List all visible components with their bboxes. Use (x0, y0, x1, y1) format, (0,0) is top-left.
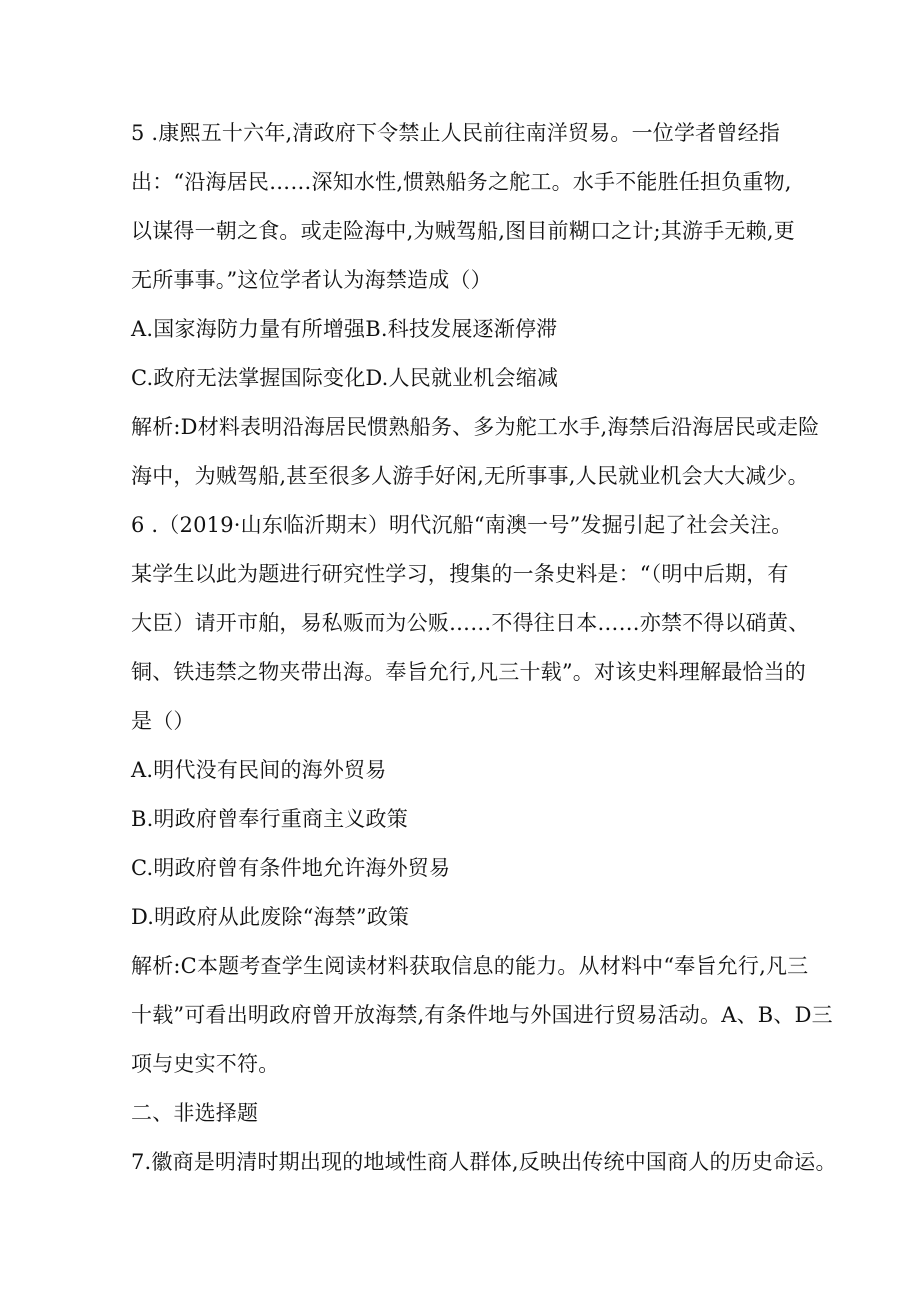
q6-analysis-line-3: 项与史实不符。 (131, 1052, 280, 1076)
q6-option-b: B.明政府曾奉行重商主义政策 (131, 807, 408, 831)
q6-stem-line-4: 铜、铁违禁之物夹带出海。奉旨允行,凡三十载”。对该史料理解最恰当的 (131, 660, 807, 684)
q5-stem-line-3: 以谋得一朝之食。或走险海中,为贼驾船,图目前糊口之计;其游手无赖,更 (131, 219, 795, 243)
section-heading: 二、非选择题 (131, 1101, 259, 1125)
q6-stem-line-1: 6 .（2019·山东临沂期末）明代沉船“南澳一号”发掘引起了社会关注。 (131, 513, 793, 537)
q6-option-c: C.明政府曾有条件地允许海外贸易 (131, 856, 451, 880)
q6-stem-line-5: 是（） (131, 709, 195, 733)
q6-stem-line-3: 大臣）请开市舶，易私贩而为公贩……不得往日本……亦禁不得以硝黄、 (131, 611, 810, 635)
q5-stem-line-2: 出：“沿海居民……深知水性,惯熟船务之舵工。水手不能胜任担负重物, (131, 170, 792, 194)
q5-options-cd: C.政府无法掌握国际变化D.人民就业机会缩减 (131, 366, 559, 390)
q5-stem-line-1: 5 .康熙五十六年,清政府下令禁止人民前往南洋贸易。一位学者曾经指 (131, 121, 780, 145)
q6-analysis-line-1: 解析:C本题考查学生阅读材料获取信息的能力。从材料中“奉旨允行,凡三 (131, 954, 809, 978)
q5-analysis-line-1: 解析:D材料表明沿海居民惯熟船务、多为舵工水手,海禁后沿海居民或走险 (131, 415, 820, 439)
q6-stem-line-2: 某学生以此为题进行研究性学习，搜集的一条史料是：“（明中后期，有 (131, 562, 789, 586)
q7-stem-line-1: 7.徽商是明清时期出现的地域性商人群体,反映出传统中国商人的历史命运。 (131, 1150, 837, 1174)
q6-analysis-line-2: 十载”可看出明政府曾开放海禁,有条件地与外国进行贸易活动。A、B、D三 (131, 1003, 833, 1027)
q5-stem-line-4: 无所事事。”这位学者认为海禁造成（） (131, 268, 492, 292)
q6-option-d: D.明政府从此废除“海禁”政策 (131, 905, 410, 929)
q6-option-a: A.明代没有民间的海外贸易 (131, 758, 387, 782)
q5-options-ab: A.国家海防力量有所增强B.科技发展逐渐停滞 (131, 317, 558, 341)
q5-analysis-line-2: 海中，为贼驾船,甚至很多人游手好闲,无所事事,人民就业机会大大减少。 (131, 464, 809, 488)
